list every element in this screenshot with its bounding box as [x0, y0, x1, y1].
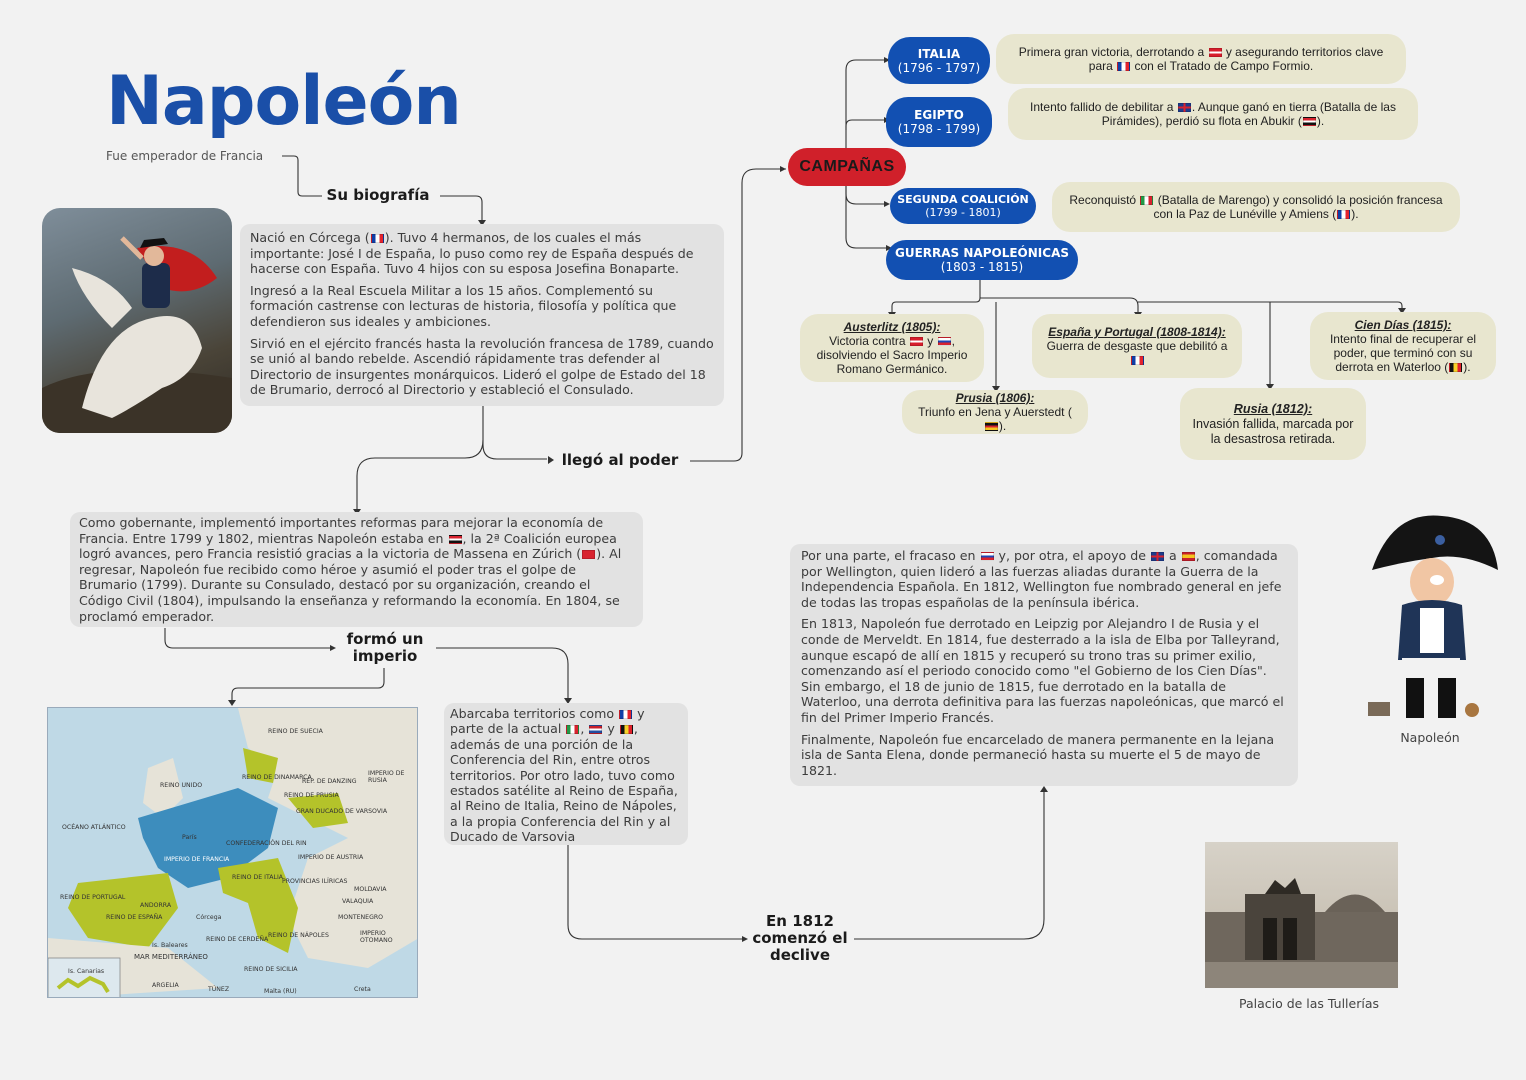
map-label: ARGELIA [152, 982, 179, 989]
egypt-flag-icon [1303, 117, 1316, 126]
map-label: IMPERIO DE FRANCIA [164, 856, 230, 863]
france-flag-icon [1131, 356, 1144, 365]
map-label: PROVINCIAS ILÍRICAS [282, 878, 348, 885]
declive-p2: En 1813, Napoleón fue derrotado en Leipzig por Alejandro I de Rusia y el conde de Merveldt. En 1814, fue desterrado a la isla de Elba por Talleyrand, aunque escapó de allí en 1815 y recuperó su trono tras su primer exilio, comenzando así el periodo conocido como "el Gobierno de los Cien Días". Sin embargo, el 18 de junio de 1815, fue derrotado en la batalla de Waterloo, una derrota definitiva para las fuerzas napoleónicas, que marcó el fin del Primer Imperio Francés. [801, 616, 1284, 725]
campanas-node: CAMPAÑAS [788, 148, 906, 186]
gobierno-box: Como gobernante, implementó importantes reformas para mejorar la economía de Francia. Entre 1799 y 1802, mientras Napoleón estaba en , la 2ª Coalición europea logró avances, pero Francia resistió gracias a la victoria de Massena en Zúrich ( ). Al regresar, Napoleón fue recibido como héroe y asumió el poder tras el golpe de Brumario (1799). Durante su Consulado, destacó por su organización, creando el Código Civil (1804), impulsando la enseñanza y reformando la economía. En 1804, se proclamó emperador. [70, 512, 643, 627]
france-flag-icon [619, 710, 632, 719]
bio-p2: Ingresó a la Real Escuela Militar a los 15 años. Complementó su formación castrense con lecturas de historia, filosofía y política que defendieron sus ideales y ambiciones. [250, 282, 677, 329]
map-label: REINO DE PORTUGAL [60, 894, 126, 901]
bio-p3: Sirvió en el ejército francés hasta la revolución francesa de 1789, cuando se unió al bando rebelde. Ascendió rápidamente tras defender al Directorio de insurgentes monárquicos. Lideró el golpe de Estado del 18 de Brumario, derrocó al Directorio y estableció el Consulado. [250, 335, 714, 398]
label-poder: llegó al poder [561, 451, 679, 469]
spain-flag-icon [1182, 552, 1195, 561]
map-label: REINO DE PRUSIA [284, 792, 339, 799]
page-title: Napoleón [106, 62, 461, 141]
territorios-box: Abarcaba territorios como y parte de la actual , y , además de una porción de la Conferencia del Rin, entre otros territorios. Por otro lado, tuvo como estados satélite al Reino de España, al Reino de Italia, Reino de Nápoles, a la propia Conferencia del Rin y al Ducado de Varsovia [444, 703, 688, 845]
cien-title: Cien Días (1815): [1354, 318, 1452, 332]
napoleon-painting [42, 208, 232, 433]
palacio-photo [1205, 842, 1398, 988]
egipto-years: (1798 - 1799) [897, 122, 981, 136]
map-label: Creta [354, 986, 371, 993]
switzerland-flag-icon [582, 550, 595, 559]
rusia-text: Invasión fallida, marcada por la desastrosa retirada. [1192, 416, 1354, 446]
label-declive: En 1812 comenzó el declive [752, 912, 848, 964]
rusia-title: Rusia (1812): [1233, 401, 1313, 416]
map-label: REINO DE ESPAÑA [106, 914, 163, 921]
italia-name: ITALIA [917, 46, 961, 61]
austria-flag-icon [1209, 48, 1222, 57]
europe-map [47, 707, 418, 998]
map-label: REINO DE NÁPOLES [268, 932, 329, 939]
map-label: Malta (RU) [264, 988, 297, 995]
netherlands-flag-icon [589, 725, 602, 734]
germany-flag-icon [985, 422, 998, 431]
italy-flag-icon [566, 725, 579, 734]
map-label: VALAQUIA [342, 898, 374, 905]
map-label: TÚNEZ [208, 986, 230, 993]
egipto-name: EGIPTO [914, 108, 964, 122]
espana-note: España y Portugal (1808-1814): Guerra de desgaste que debilitó a [1032, 314, 1242, 378]
italy-flag-icon [1140, 196, 1153, 205]
map-label: REINO DE ITALIA [232, 874, 284, 881]
map-label: GRAN DUCADO DE VARSOVIA [296, 808, 388, 815]
map-label: OCÉANO ATLÁNTICO [62, 824, 126, 831]
france-flag-icon [1117, 62, 1130, 71]
belgium-flag-icon [1449, 363, 1462, 372]
declive-box [790, 544, 1298, 786]
map-label: MONTENEGRO [338, 914, 384, 921]
map-label: REINO DE DINAMARCA [242, 774, 312, 781]
map-label: Is. Canarias [68, 968, 105, 975]
map-label: REINO DE SUECIA [268, 728, 323, 735]
segunda-coalicion-node [890, 188, 1036, 224]
segunda-name: SEGUNDA COALICIÓN [897, 193, 1029, 206]
label-imperio: formó un imperio [346, 630, 424, 665]
map-label: IMPERIO DE AUSTRIA [298, 854, 364, 861]
bio-p1: Nació en Córcega ( ). Tuvo 4 hermanos, de los cuales el más importante: José I de España, lo puso como rey de España después de hacerse con España. Tuvo 4 hijos con su esposa Josefina Bonaparte. [250, 230, 694, 277]
egipto-node [886, 97, 992, 147]
map-label: REP. DE DANZING [302, 778, 357, 785]
egipto-note: Intento fallido de debilitar a . Aunque ganó en tierra (Batalla de las Pirámides), perdió su flota en Abukir ( ). [1008, 88, 1418, 140]
map-label: MAR MEDITERRÁNEO [134, 953, 208, 961]
map-label: IMPERIO OTOMANO [360, 930, 393, 944]
russia-flag-icon [938, 337, 951, 346]
prusia-note: Prusia (1806): Triunfo en Jena y Auerstedt (). [902, 390, 1088, 434]
guerras-name: GUERRAS NAPOLEÓNICAS [895, 246, 1069, 260]
russia-flag-icon [981, 552, 994, 561]
guerras-node [886, 240, 1078, 280]
declive-p3: Finalmente, Napoleón fue encarcelado de manera permanente en la lejana isla de Santa Elena, donde permaneció hasta su muerte el 5 de mayo de 1821. [801, 731, 1275, 778]
map-label: Córcega [196, 914, 222, 921]
belgium-flag-icon [620, 725, 633, 734]
caption-napoleon: Napoleón [1400, 730, 1460, 745]
map-label: IMPERIO DE RUSIA [368, 770, 405, 784]
map-label: Is. Baleares [152, 942, 188, 949]
egypt-flag-icon [449, 535, 462, 544]
guerras-years: (1803 - 1815) [940, 260, 1024, 274]
map-label: REINO UNIDO [160, 782, 203, 789]
caption-palacio: Palacio de las Tullerías [1238, 996, 1380, 1011]
prusia-title: Prusia (1806): [955, 391, 1035, 405]
france-flag-icon [1337, 210, 1350, 219]
cien-dias-note: Cien Días (1815): Intento final de recuperar el poder, que terminó con su derrota en Waterloo ( ). [1310, 312, 1496, 380]
map-label: REINO DE CERDEÑA [206, 936, 269, 943]
austerlitz-note: Austerlitz (1805): Victoria contra y , disolviendo el Sacro Imperio Romano Germánico. [800, 314, 984, 382]
page-subtitle: Fue emperador de Francia [106, 149, 264, 163]
segunda-years: (1799 - 1801) [925, 206, 1001, 219]
segunda-note: Reconquistó (Batalla de Marengo) y consolidó la posición francesa con la Paz de Lunéville y Amiens ( ). [1052, 182, 1460, 232]
uk-flag-icon [1151, 552, 1164, 561]
map-labels [48, 708, 418, 998]
label-biografia: Su biografía [326, 186, 430, 204]
uk-flag-icon [1178, 103, 1191, 112]
italia-note: Primera gran victoria, derrotando a y asegurando territorios clave para con el Tratado de Campo Formio. [996, 34, 1406, 84]
italia-node [888, 37, 990, 84]
declive-p1: Por una parte, el fracaso en y, por otra, el apoyo de a , comandada por Wellington, quien lideró a las fuerzas aliadas durante la Guerra de la Independencia Española. En 1812, Wellington fue nombrado general en jefe de todas las tropas españolas de la península ibérica. [801, 548, 1282, 610]
map-label: París [182, 834, 197, 841]
italia-years: (1796 - 1797) [897, 60, 981, 75]
austerlitz-title: Austerlitz (1805): [843, 320, 941, 334]
map-label: MOLDAVIA [354, 886, 387, 893]
map-label: CONFEDERACIÓN DEL RIN [226, 840, 307, 847]
napoleon-cartoon [1362, 510, 1502, 725]
rusia-note [1180, 388, 1366, 460]
biography-box [240, 224, 724, 406]
france-flag-icon [371, 234, 384, 243]
austria-flag-icon [910, 337, 923, 346]
map-label: ANDORRA [140, 902, 172, 909]
espana-title: España y Portugal (1808-1814): [1048, 325, 1226, 339]
map-label: REINO DE SICILIA [244, 966, 298, 973]
